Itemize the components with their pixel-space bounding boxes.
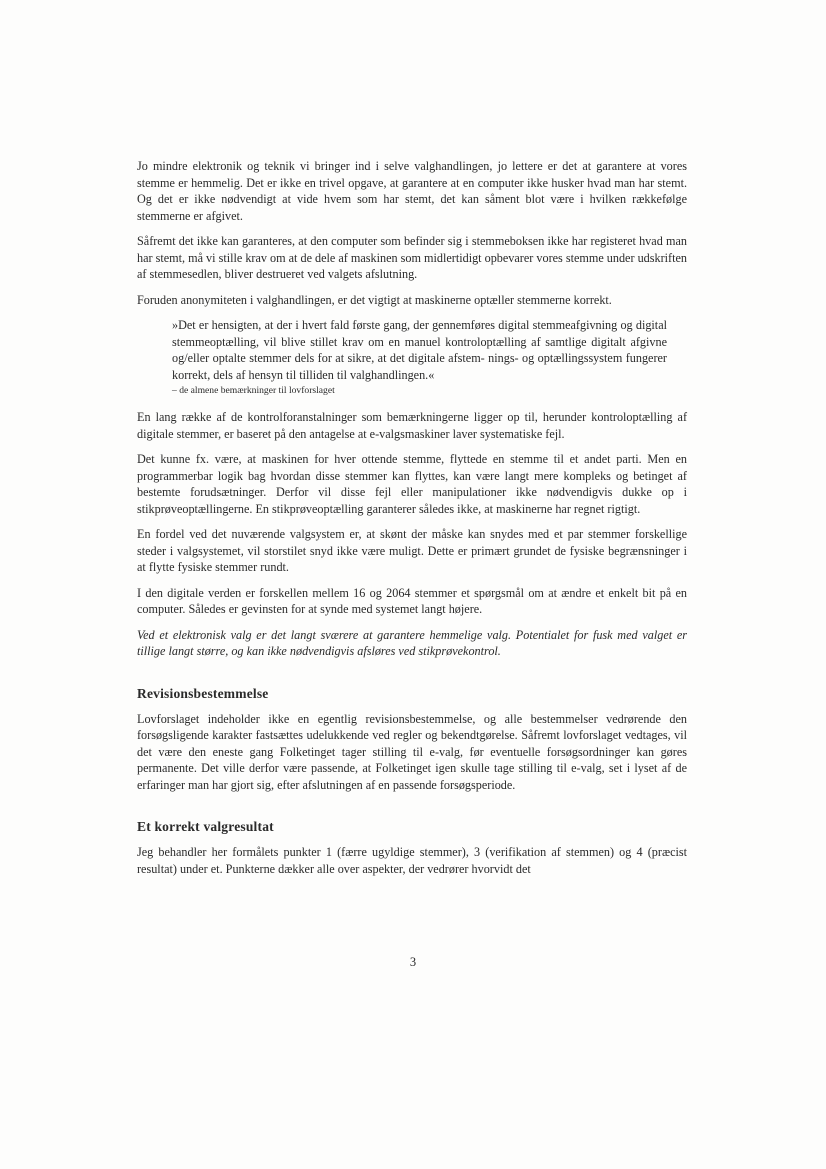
page-number: 3 (409, 955, 417, 969)
paragraph-counting: Foruden anonymiteten i valghandlingen, er det vigtigt at maskinerne optæller stemmerne korrekt. (137, 292, 612, 307)
paragraph-secrecy: Jo mindre elektronik og teknik vi bringer ind i selve valghandlingen, jo lettere er det at garantere at vores stemme er hemmelig. Det er ikke en trivel opgave, at garantere at en computer ikke husker hvad man har stemt. Og det er ikke nødvendigt at vide hvem som har stemt, det kan såment blot være i hvilken rækkefølge stemmerne er afgivet. (137, 159, 687, 223)
paragraph-digital-world: I den digitale verden er forskellen mellem 16 og 2064 stemmer et spørgsmål om at ændre et enkelt bit på en computer. Således er gevinsten for at synde med systemet langt højere. (137, 585, 687, 616)
quote-attribution: – de almene bemærkninger til lovforslaget (172, 385, 335, 396)
paragraph-correct-result: Jeg behandler her formålets punkter 1 (færre ugyldige stemmer), 3 (verifikation af stemmen) og 4 (præcist resultat) under et. Punkterne dækker alle over aspekter, der vedrører hvorvidt det (137, 845, 687, 876)
block-quote (172, 317, 667, 397)
heading-correct-result: Et korrekt valgresultat (137, 819, 274, 834)
emphasis-paragraph: Ved et elektronisk valg er det langt sværere at garantere hemmelige valg. Potentialet for fusk med valget er tillige langt større, og kan ikke nødvendigvis afsløres ved stikprøvekontrol. (137, 627, 687, 658)
paragraph-current-system: En fordel ved det nuværende valgsystem er, at skønt der måske kan snydes med et par stemmer forskellige steder i valgsystemet, vil storstilet snyd ikke være muligt. Dette er primært grundet de fysiske begrænsninger i at flytte fysiske stemmer rundt. (137, 527, 687, 574)
paragraph-revision: Lovforslaget indeholder ikke en egentlig revisionsbestemmelse, og alle bestemmelser vedrørende den forsøgsligende karakter fastsættes udelukkende ved regler og bekendtgørelse. Såfremt lovforslaget vedtages, vil det være den eneste gang Folketinget tager stilling til e-valg, før eventuelle forsøgsordninger kan gøres permanente. Det ville derfor være passende, at Folketinget igen skulle tage stilling til e-valg, set i lyset af de erfaringer man har gjort sig, efter afslutningen af en passende forsøgsperiode. (137, 711, 687, 792)
page-body (137, 158, 687, 886)
heading-revision: Revisionsbestemmelse (137, 685, 269, 701)
paragraph-storage: Såfremt det ikke kan garanteres, at den computer som befinder sig i stemmeboksen ikke har registeret hvad man har stemt, må vi stille krav om at de dele af maskinen som midlertidigt opbevarer vores stemme under udskriften af stemmesedlen, bliver destrueret ved valgets afslutning. (137, 234, 687, 281)
paragraph-programmable-logic: Det kunne fx. være, at maskinen for hver ottende stemme, flyttede en stemme til et andet parti. Men en programmerbar logik bag hvordan disse stemmer kan flyttes, kan være langt mere kompleks og betinget af bestemte forudsætninger. Derfor vil disse fejl eller manipulationer ikke nødvendigvis dukke op i stikprøveoptællingerne. En stikprøveoptælling garanterer således ikke, at maskinerne har regnet rigtigt. (137, 452, 687, 516)
quote-text: »Det er hensigten, at der i hvert fald første gang, der gennemføres digital stemmeafgivning og digital stemmeoptælling, vil blive stillet krav om en manuel kontroloptælling af samtlige digitalt afgivne og/eller optalte stemmer dels for at sikre, at det digitale afstem- nings- og optællingssystem fungerer korrekt, dels af hensyn til tilliden til valghandlingen.« (172, 318, 667, 382)
paragraph-control-measures: En lang række af de kontrolforanstalninger som bemærkningerne ligger op til, herunder kontroloptælling af digitale stemmer, er baseret på den antagelse at e-valgsmaskiner laver systematiske fejl. (137, 410, 687, 441)
